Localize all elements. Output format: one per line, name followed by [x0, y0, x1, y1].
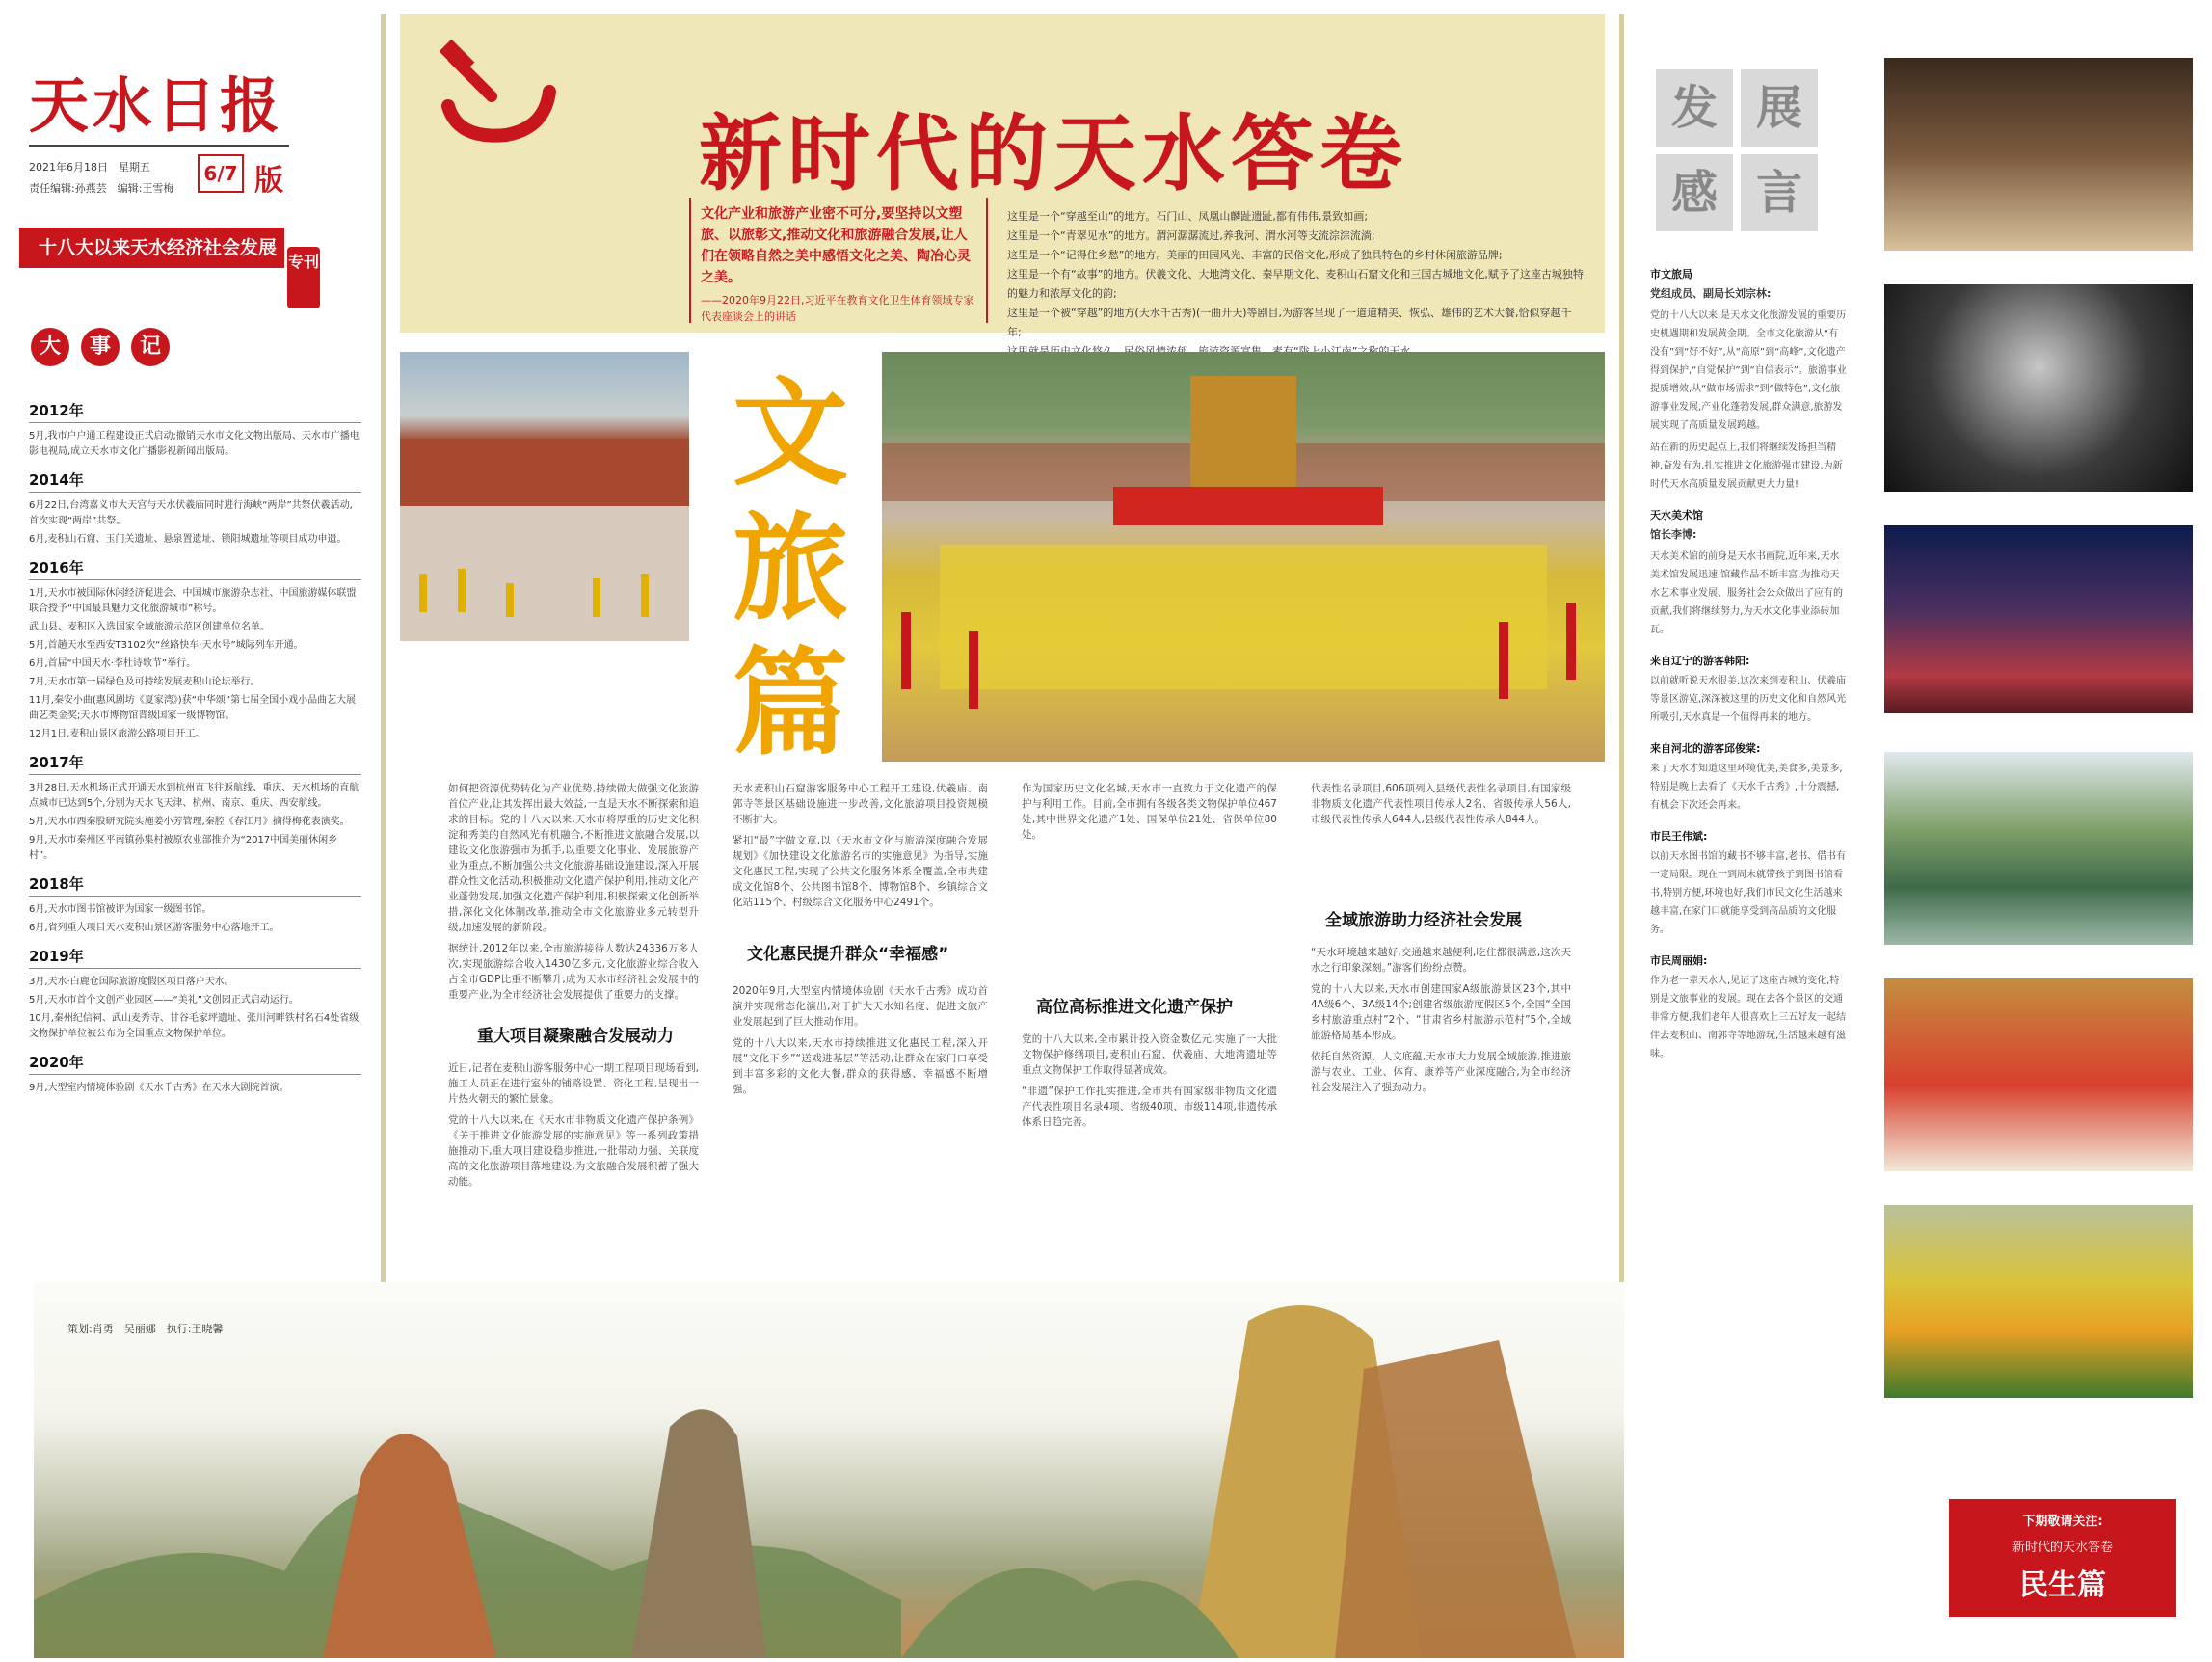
- chronicle-entry: 12月1日,麦积山景区旅游公路项目开工。: [29, 729, 205, 739]
- heading-char: 言: [1741, 154, 1818, 231]
- special-tag: 专刊: [287, 247, 320, 308]
- comment-person: 党组成员、副局长刘宗林:: [1650, 287, 1772, 300]
- masthead-rule: [29, 145, 289, 147]
- comment-text: 以前就听说天水很美,这次来到麦积山、伏羲庙等景区游览,深深被这里的历史文化和自然风光所吸引,天水真是一个值得再来的地方。: [1650, 676, 1847, 723]
- comment-text: 来了天水才知道这里环境优美,美食多,美景多,特别是晚上去看了《天水千古秀》,十分震撼,有机会下次还会再来。: [1650, 764, 1843, 811]
- subhead: 高位高标推进文化遗产保护: [1036, 998, 1233, 1017]
- article-paragraph: “天水环境越来越好,交通越来越便利,吃住都很满意,这次天水之行印象深刻。”游客们纷纷点赞。: [1311, 947, 1571, 974]
- article-column: [733, 781, 988, 910]
- subhead: 文化惠民提升群众“幸福感”: [747, 945, 949, 964]
- banner-intro-line: 这里是一个“穿越至山”的地方。石门山、凤凰山麟趾遗趾,都有伟伟,景致如画;: [1007, 210, 1369, 223]
- chronicle-char: 记: [131, 328, 170, 366]
- next-issue-label: 下期敬请关注:: [2022, 1515, 2103, 1529]
- chronicle-entry: 11月,秦安小曲(惠风剧坊《夏家湾》)获“中华颂”第七届全国小戏小品曲艺大展曲艺类金奖;天水市博物馆晋级国家一级博物馆。: [29, 695, 357, 721]
- article-paragraph: 作为国家历史文化名城,天水市一直致力于文化遗产的保护与利用工作。目前,全市拥有各级各类文物保护单位467处,其中世界文化遗产1处、国保单位21处、省保单位80处。: [1022, 783, 1277, 841]
- heading-char: 感: [1656, 154, 1733, 231]
- chronicle-entry: 9月,大型室内情境体验剧《天水千古秀》在天水大剧院首演。: [29, 1083, 289, 1093]
- page-suffix: 版: [254, 164, 283, 198]
- comment-source: 市民周丽娟:: [1650, 954, 1708, 967]
- banner-intro-line: 这里是一个“记得住乡愁”的地方。美丽的田园风光、丰富的民俗文化,形成了独具特色的乡村休闲旅游品牌;: [1007, 249, 1503, 261]
- hammer-sickle-icon: [419, 34, 564, 149]
- museum-photo: [1884, 58, 2193, 251]
- chronicle-entry: 武山县、麦积区入选国家全域旅游示范区创建单位名单。: [29, 622, 270, 632]
- chronicle-entry: 5月,天水市首个文创产业园区——“美礼”文创园正式启动运行。: [29, 995, 299, 1005]
- scenic-collage-image: [34, 1282, 1624, 1658]
- chronicle-entry: 7月,天水市第一届绿色及可持续发展麦积山论坛举行。: [29, 677, 260, 687]
- dateline: 2021年6月18日 星期五: [29, 161, 150, 174]
- banner-intro-line: 这里是一个被“穿越”的地方(天水千古秀)(一曲开天)等剧目,为游客呈现了一道道精美、恢弘、雄伟的艺术大餐,恰似穿越千年;: [1007, 307, 1572, 338]
- heading-char: 发: [1656, 69, 1733, 147]
- palace-courtyard-photo: [400, 352, 689, 641]
- folk-dance-photo: [1884, 1205, 2193, 1398]
- article-column: [1022, 781, 1277, 843]
- column-divider-right: [1619, 14, 1624, 1282]
- banner-intro-text: [1007, 207, 1586, 338]
- chronicle-entry: 6月,首届“中国天水·李杜诗歌节”举行。: [29, 658, 197, 669]
- article-paragraph: 党的十八大以来,在《天水市非物质文化遗产保护条例》《关于推进文化旅游发展的实施意见》等一系列政策措施推动下,重大项目建设稳步推进,一批带动力强、关联度高的文化旅游项目落地建设,为文旅融合发展积蓄了强大动能。: [448, 1114, 699, 1188]
- chronicle-entry: 6月,省列重大项目天水麦积山景区游客服务中心落地开工。: [29, 923, 280, 933]
- chronicle-entry: 5月,天水市西秦股研究院实施姜小芳管理,秦腔《春江月》摘得梅花表演奖。: [29, 817, 350, 827]
- banquet-photo: [1884, 978, 2193, 1171]
- photo-illustration: [400, 352, 689, 641]
- chronicle-char: 大: [31, 328, 69, 366]
- chronicle-entry: 10月,秦州纪信祠、武山麦秀寺、甘谷毛家坪遗址、张川河畔铁村名石4处省级文物保护单位被公布为全国重点文物保护单位。: [29, 1013, 360, 1039]
- next-issue-section: 民生篇: [2019, 1568, 2106, 1602]
- article-paragraph: 紧扣“最”字做文章,以《天水市文化与旅游深度融合发展规划》《加快建设文化旅游名市的实施意见》为指导,实施文化惠民工程,实现了公共文化服务体系全覆盖,全市共建成文化馆8个、公共图书馆8个、博物馆8个、乡镇综合文化站115个、村级综合文化服务中心2491个。: [733, 835, 988, 908]
- comment-text: 站在新的历史起点上,我们将继续发扬担当精神,奋发有为,扎实推进文化旅游强市建设,为新时代天水高质量发展贡献更大力量!: [1650, 442, 1843, 490]
- chronicle-entry: 5月,首趟天水至西安T3102次“丝路快车·天水号”城际列车开通。: [29, 640, 304, 651]
- main-headline: 新时代的天水答卷: [699, 105, 1408, 202]
- chronicle-year: 2017年: [29, 752, 361, 775]
- article-paragraph: 如何把资源优势转化为产业优势,持续做大做强文化旅游首位产业,让其发挥出最大效益,一直是天水不断探索和追求的目标。党的十八大以来,天水市将厚重的历史文化积淀和秀美的自然风光有机融合,不断推进文旅融合发展,以建设文化旅游强市为抓手,以重要文化事业、发展旅游产业为重点,不断加强公共文化旅游基础设施建设,深入开展群众性文化活动,积极推动文化遗产保护利用,推动文化产业蓬勃发展,加强文化遗产保护利用,积极探索文化创新举措,深化文化体制改革,推动全市文化旅游业多元转型升级,加速发展的新阶段。: [448, 783, 699, 933]
- comment-source: 来自辽宁的游客韩阳:: [1650, 655, 1750, 667]
- article-column: [448, 1060, 699, 1190]
- credits-line: 策划:肖勇 吴丽娜 执行:王晓馨: [67, 1323, 224, 1335]
- chronicle-year: 2019年: [29, 946, 361, 969]
- quote-source: ——2020年9月22日,习近平在教育文化卫生体育领域专家代表座谈会上的讲话: [701, 294, 974, 323]
- column-divider-left: [381, 14, 386, 1282]
- chronicle-year: 2016年: [29, 557, 361, 580]
- ceremony-square-photo: [882, 352, 1605, 762]
- section-title-vertical: 文旅篇: [733, 365, 848, 771]
- article-paragraph: 代表性名录项目,606项列入县级代表性名录项目,有国家级非物质文化遗产代表性项目传承人2名、省级传承人56人,市级代表性传承人644人,县级代表性传承人844人。: [1311, 783, 1571, 825]
- subhead: 全域旅游助力经济社会发展: [1325, 911, 1522, 930]
- article-paragraph: 党的十八大以来,天水市创建国家A级旅游景区23个,其中4A级6个、3A级14个;创建省级旅游度假区5个,全国“全国乡村旅游重点村”2个、“甘肃省乡村旅游示范村”5个,全域旅游格局基本形成。: [1311, 983, 1571, 1041]
- article-paragraph: 据统计,2012年以来,全市旅游接待人数达24336万多人次,实现旅游综合收入1430亿多元,文化旅游业综合收入占全市GDP比重不断攀升,成为天水市经济社会发展中的重要产业,为全市经济社会发展提供了重要力的支撑。: [448, 943, 699, 1001]
- article-column: [1022, 1032, 1277, 1130]
- headline-banner: [400, 14, 1605, 338]
- landscape-illustration: [34, 1282, 1624, 1658]
- banner-intro-line: 这里是一个有“故事”的地方。伏羲文化、大地湾文化、秦早期文化、麦积山石窟文化和三国古城地文化,赋予了这座古城独特的魅力和浓厚文化的韵;: [1007, 268, 1584, 300]
- article-column: [1311, 945, 1571, 1095]
- article-column: [1311, 781, 1571, 827]
- chronicle-entry: 1月,天水市被国际休闲经济促进会、中国城市旅游杂志社、中国旅游媒体联盟联合授予“中国最具魅力文化旅游城市”称号。: [29, 588, 357, 614]
- stage-horses-photo: [1884, 284, 2193, 492]
- article-paragraph: 依托自然资源、人文底蕴,天水市大力发展全域旅游,推进旅游与农业、工业、体育、康养等产业深度融合,为全市经济社会发展注入了强劲动力。: [1311, 1051, 1571, 1093]
- comments-heading: [1656, 69, 1818, 231]
- article-paragraph: 天水麦积山石窟游客服务中心工程开工建设,伏羲庙、南郭寺等景区基础设施进一步改善,文化旅游项目投资规模不断扩大。: [733, 783, 988, 825]
- article-column: [448, 781, 699, 1003]
- chronicle-list: [29, 390, 361, 1258]
- photo-illustration: [882, 352, 1605, 762]
- article-paragraph: “非遗”保护工作扎实推进,全市共有国家级非物质文化遗产代表性项目名录4项、省级40项、市级114项,非遗传承体系日趋完善。: [1022, 1086, 1277, 1128]
- article-column: [733, 983, 988, 1097]
- next-issue-box: [1949, 1499, 2176, 1617]
- comment-source: 天水美术馆: [1650, 509, 1703, 522]
- banner-intro-line: 这里是一个“青翠见水”的地方。渭河潺潺流过,养我河、渭水河等支流淙淙流淌;: [1007, 229, 1375, 242]
- comment-text: 天水美术馆的前身是天水书画院,近年来,天水美术馆发展迅速,馆藏作品不断丰富,为推动天水艺术事业发展、服务社会公众做出了应有的贡献,我们将继续努力,为天水文化事业添砖加瓦。: [1650, 551, 1843, 635]
- comment-person: 馆长李博:: [1650, 528, 1697, 541]
- chronicle-entry: 3月28日,天水机场正式开通天水到杭州直飞往返航线、重庆、天水机场的直航点城市已达到5个,分别为天水飞天津、杭州、南京、重庆、西安航线。: [29, 783, 360, 809]
- chronicle-entry: 3月,天水·白鹿仓国际旅游度假区项目落户天水。: [29, 977, 234, 987]
- article-paragraph: 近日,记者在麦积山游客服务中心一期工程项目现场看到,施工人员正在进行室外的铺路设置、资化工程,呈现出一片热火朝天的繁忙景象。: [448, 1062, 699, 1105]
- chronicle-heading: [31, 328, 170, 366]
- lake-landscape-photo: [1884, 752, 2193, 945]
- chronicle-year: 2014年: [29, 469, 361, 493]
- subhead: 重大项目凝聚融合发展动力: [477, 1027, 674, 1046]
- comment-source: 市文旅局: [1650, 268, 1692, 281]
- editors-line: 责任编辑:孙燕芸 编辑:王雪梅: [29, 182, 174, 195]
- comments-column: [1650, 253, 1848, 1641]
- chronicle-entry: 6月,天水市图书馆被评为国家一级图书馆。: [29, 904, 212, 915]
- chronicle-entry: 6月,麦积山石窟、玉门关遗址、悬泉置遗址、锁阳城遗址等项目成功申遗。: [29, 534, 347, 545]
- comment-source: 来自河北的游客邱俊棠:: [1650, 742, 1761, 755]
- chronicle-entry: 9月,天水市秦州区平南镇孙集村被原农业部推介为“2017中国美丽休闲乡村”。: [29, 835, 338, 861]
- quote-box: [689, 198, 988, 323]
- article-body: [448, 781, 1605, 1244]
- chronicle-year: 2020年: [29, 1052, 361, 1075]
- chronicle-entry: 5月,我市户户通工程建设正式启动;撤销天水市文化文物出版局、天水市广播电影电视局,成立天水市文化广播影视新闻出版局。: [29, 431, 360, 457]
- chronicle-char: 事: [81, 328, 120, 366]
- comment-text: 作为老一辈天水人,见证了这座古城的变化,特别是文旅事业的发展。现在去各个景区的交通非常方便,我们老年人很喜欢上三五好友一起结伴去麦积山、南郭寺等地游玩,生活越来越有滋味。: [1650, 976, 1847, 1059]
- chronicle-year: 2012年: [29, 400, 361, 423]
- comment-text: 以前天水图书馆的藏书不够丰富,老书、借书有一定局限。现在一到周末就带孩子到图书馆看书,特别方便,环境也好,我们市民文化生活越来越丰富,在家门口就能享受到高品质的文化服务。: [1650, 851, 1847, 935]
- next-issue-title: 新时代的天水答卷: [2012, 1541, 2113, 1555]
- chronicle-year: 2018年: [29, 873, 361, 897]
- article-paragraph: 党的十八大以来,全市累计投入资金数亿元,实施了一大批文物保护修缮项目,麦积山石窟、伏羲庙、大地湾遗址等重点文物保护工作取得显著成效。: [1022, 1033, 1277, 1076]
- performance-photo: [1884, 525, 2193, 713]
- article-paragraph: 2020年9月,大型室内情境体验剧《天水千古秀》成功首演并实现常态化演出,对于扩大天水知名度、促进文旅产业发展起到了巨大推动作用。: [733, 985, 988, 1028]
- page-number: 6/7: [198, 154, 244, 193]
- heading-char: 展: [1741, 69, 1818, 147]
- article-paragraph: 党的十八大以来,天水市持续推进文化惠民工程,深入开展“文化下乡”“送戏进基层”等活动,让群众在家门口享受到丰富多彩的文化大餐,群众的获得感、幸福感不断增强。: [733, 1037, 988, 1095]
- special-section-title: 十八大以来天水经济社会发展: [19, 228, 284, 268]
- quote-text: 文化产业和旅游产业密不可分,要坚持以文塑旅、以旅彰文,推动文化和旅游融合发展,让人们在领略自然之美中感悟文化之美、陶冶心灵之美。: [701, 206, 971, 285]
- newspaper-masthead: 天水日报: [29, 70, 284, 141]
- comment-text: 党的十八大以来,是天水文化旅游发展的重要历史机遇期和发展黄金期。全市文化旅游从“有没有”到“好不好”,从“高原”到“高峰”,文化遗产得到保护,“自觉保护”到“自信表示”。旅游事业提质增效,从“做市场需求”到“做特色”,文化旅游事业发展,产业化蓬勃发展,群众满意,旅游发展实现了高质量发展跨越。: [1650, 310, 1847, 431]
- chronicle-entry: 6月22日,台湾嘉义市大天宫与天水伏羲庙同时进行海峡“两岸”共祭伏羲活动,首次实现“两岸”共祭。: [29, 500, 353, 526]
- comment-source: 市民王伟斌:: [1650, 830, 1708, 843]
